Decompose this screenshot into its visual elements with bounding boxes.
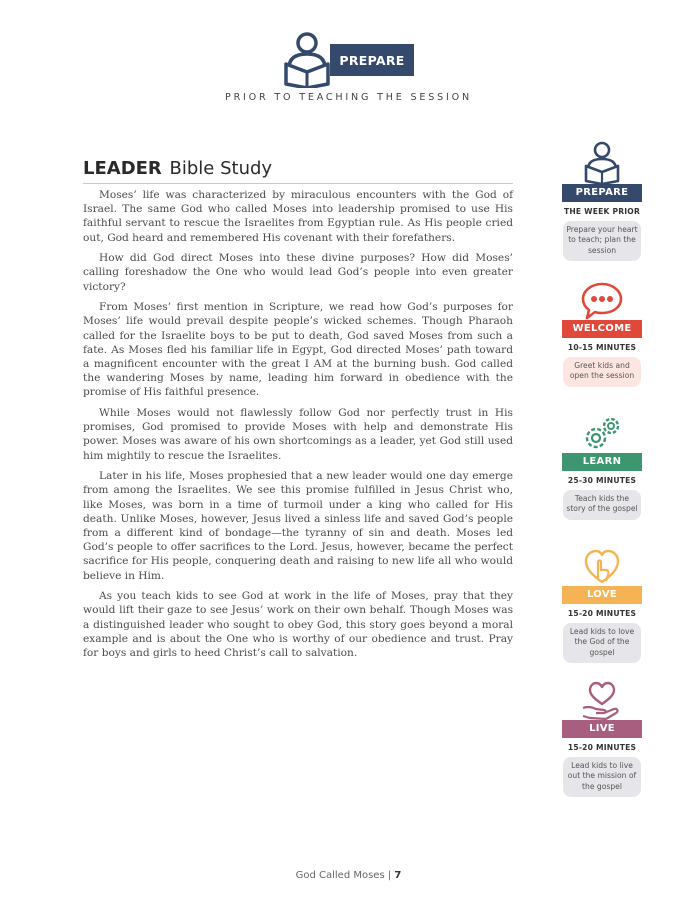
step-love <box>562 548 642 663</box>
step-learn <box>562 415 642 520</box>
step-time: 15-20 MINUTES <box>567 743 637 752</box>
step-live <box>562 680 642 797</box>
step-time: THE WEEK PRIOR <box>564 207 640 216</box>
paragraph: Moses’ life was characterized by miraculous encounters with the God of Israel. The same God who called Moses into leadership promised to use His faithful servant to rescue the Israelites from Egyptian rule. As His people cried out, God heard and remembered His covenant with their forefathers. <box>83 189 513 244</box>
step-desc: Greet kids and open the session <box>563 357 641 387</box>
paragraph: As you teach kids to see God at work in the life of Moses, pray that they would lift their gaze to see Jesus’ work on their own behalf. Though Moses was a distinguished leader who sought to obey God, this story goes beyond a moral example and is about the One who is worthy of our obedience and trust. Pray for boys and girls to heed Christ’s call to salvation. <box>83 590 513 660</box>
step-prepare <box>562 140 642 261</box>
step-welcome <box>562 282 642 387</box>
step-label: PREPARE <box>562 184 642 202</box>
section-title <box>83 158 513 184</box>
step-time: 10-15 MINUTES <box>567 343 637 352</box>
page-footer <box>0 870 697 881</box>
paragraph: From Moses’ first mention in Scripture, we read how God’s purposes for Moses’ life would prevail despite people’s wicked schemes. Though Pharaoh called for the Israelite boys to be put to death, God saved Moses from such a fate. As Moses fled his familiar life in Egypt, God directed Moses’ path toward a magnificent encounter with the great I AM at the burning bush. God called the wandering Moses by name, leading him forward in obedience with the promise of His faithful presence. <box>83 301 513 399</box>
step-time: 25-30 MINUTES <box>567 476 637 485</box>
section-title-bold: LEADER <box>83 158 162 179</box>
step-desc: Lead kids to love the God of the gospel <box>563 623 641 663</box>
step-desc: Prepare your heart to teach; plan the session <box>563 221 641 261</box>
step-label: LIVE <box>562 720 642 738</box>
step-desc: Lead kids to live out the mission of the gospel <box>563 757 641 797</box>
hand-heart-icon <box>580 548 624 586</box>
section-title-light: Bible Study <box>169 158 273 179</box>
step-time: 15-20 MINUTES <box>567 609 637 618</box>
paragraph: Later in his life, Moses prophesied that a new leader would one day emerge from among the Israelites. We see this promise fulfilled in Jesus Christ who, like Moses, was born in a time of turmoil under a king who called for His death. Unlike Moses, however, Jesus lived a sinless life and saved God’s people from a different kind of bondage—the tyranny of sin and death. Moses led God’s people to offer sacrifices to the Lord. Jesus, however, became the perfect sacrifice for His people, conquering death and raising to new life all who would believe in Him. <box>83 470 513 582</box>
step-desc: Teach kids the story of the gospel <box>563 490 641 520</box>
header-subtitle: PRIOR TO TEACHING THE SESSION <box>224 92 472 103</box>
step-label: LEARN <box>562 453 642 471</box>
speech-bubble-icon <box>580 282 624 320</box>
step-label: WELCOME <box>562 320 642 338</box>
page-number: 7 <box>394 870 402 881</box>
reader-icon <box>580 140 624 184</box>
footer-separator: | <box>387 870 392 881</box>
paragraph: While Moses would not flawlessly follow God nor perfectly trust in His promises, God promised to provide Moses with help and demonstrate His power. Moses was aware of his own shortcomings as a leader, yet God still used him mightily to rescue the Israelites. <box>83 407 513 462</box>
footer-title: God Called Moses <box>295 870 385 881</box>
bible-study-body <box>83 188 513 667</box>
reader-icon <box>283 30 335 88</box>
prepare-badge: PREPARE <box>330 44 414 76</box>
gears-icon <box>580 415 624 453</box>
heart-hands-icon <box>580 680 624 720</box>
step-label: LOVE <box>562 586 642 604</box>
paragraph: How did God direct Moses into these divine purposes? How did Moses’ calling foreshadow the One who would lead God’s people into even greater victory? <box>83 252 513 293</box>
